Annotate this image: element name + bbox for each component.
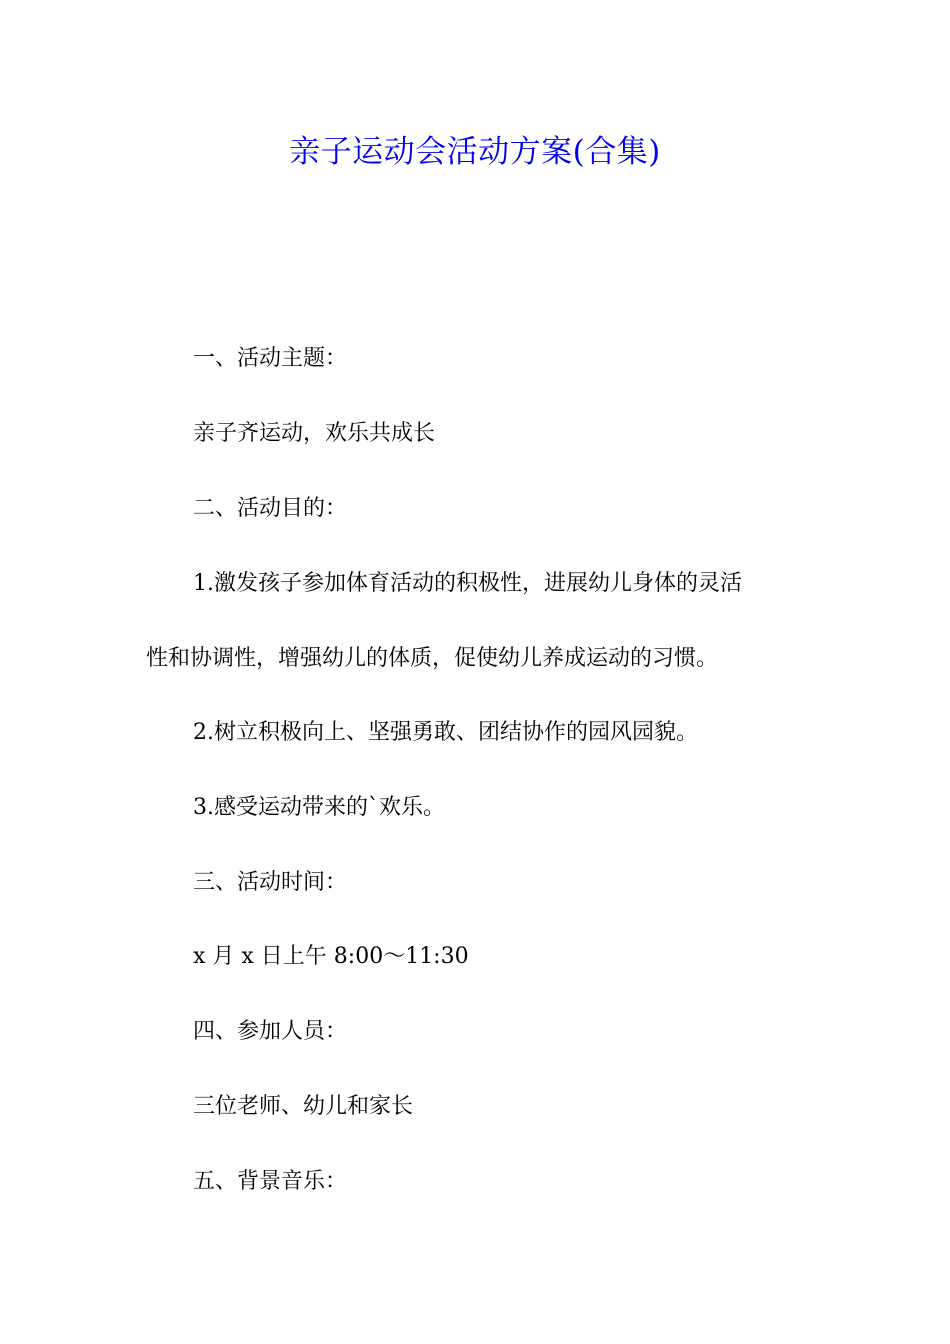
section-heading-time: 三、活动时间： [193,870,348,895]
paragraph-purpose-3: 3.感受运动带来的`欢乐。 [193,795,445,820]
paragraph-time: x 月 x 日上午 8:00～11:30 [193,944,469,969]
section-heading-participants: 四、参加人员： [193,1019,348,1044]
paragraph-purpose-1-continued: 性和协调性，增强幼儿的体质，促使幼儿养成运动的习惯。 [146,646,719,671]
section-heading-theme: 一、活动主题： [193,346,348,371]
document-title: 亲子运动会活动方案(合集) [289,134,661,170]
paragraph-purpose-2: 2.树立积极向上、坚强勇敢、团结协作的园风园貌。 [193,720,698,745]
section-heading-purpose: 二、活动目的： [193,496,348,521]
paragraph-participants: 三位老师、幼儿和家长 [193,1094,414,1119]
paragraph-purpose-1: 1.激发孩子参加体育活动的积极性，进展幼儿身体的灵活 [193,571,742,596]
section-heading-music: 五、背景音乐： [193,1169,348,1194]
paragraph-theme: 亲子齐运动，欢乐共成长 [193,421,436,446]
